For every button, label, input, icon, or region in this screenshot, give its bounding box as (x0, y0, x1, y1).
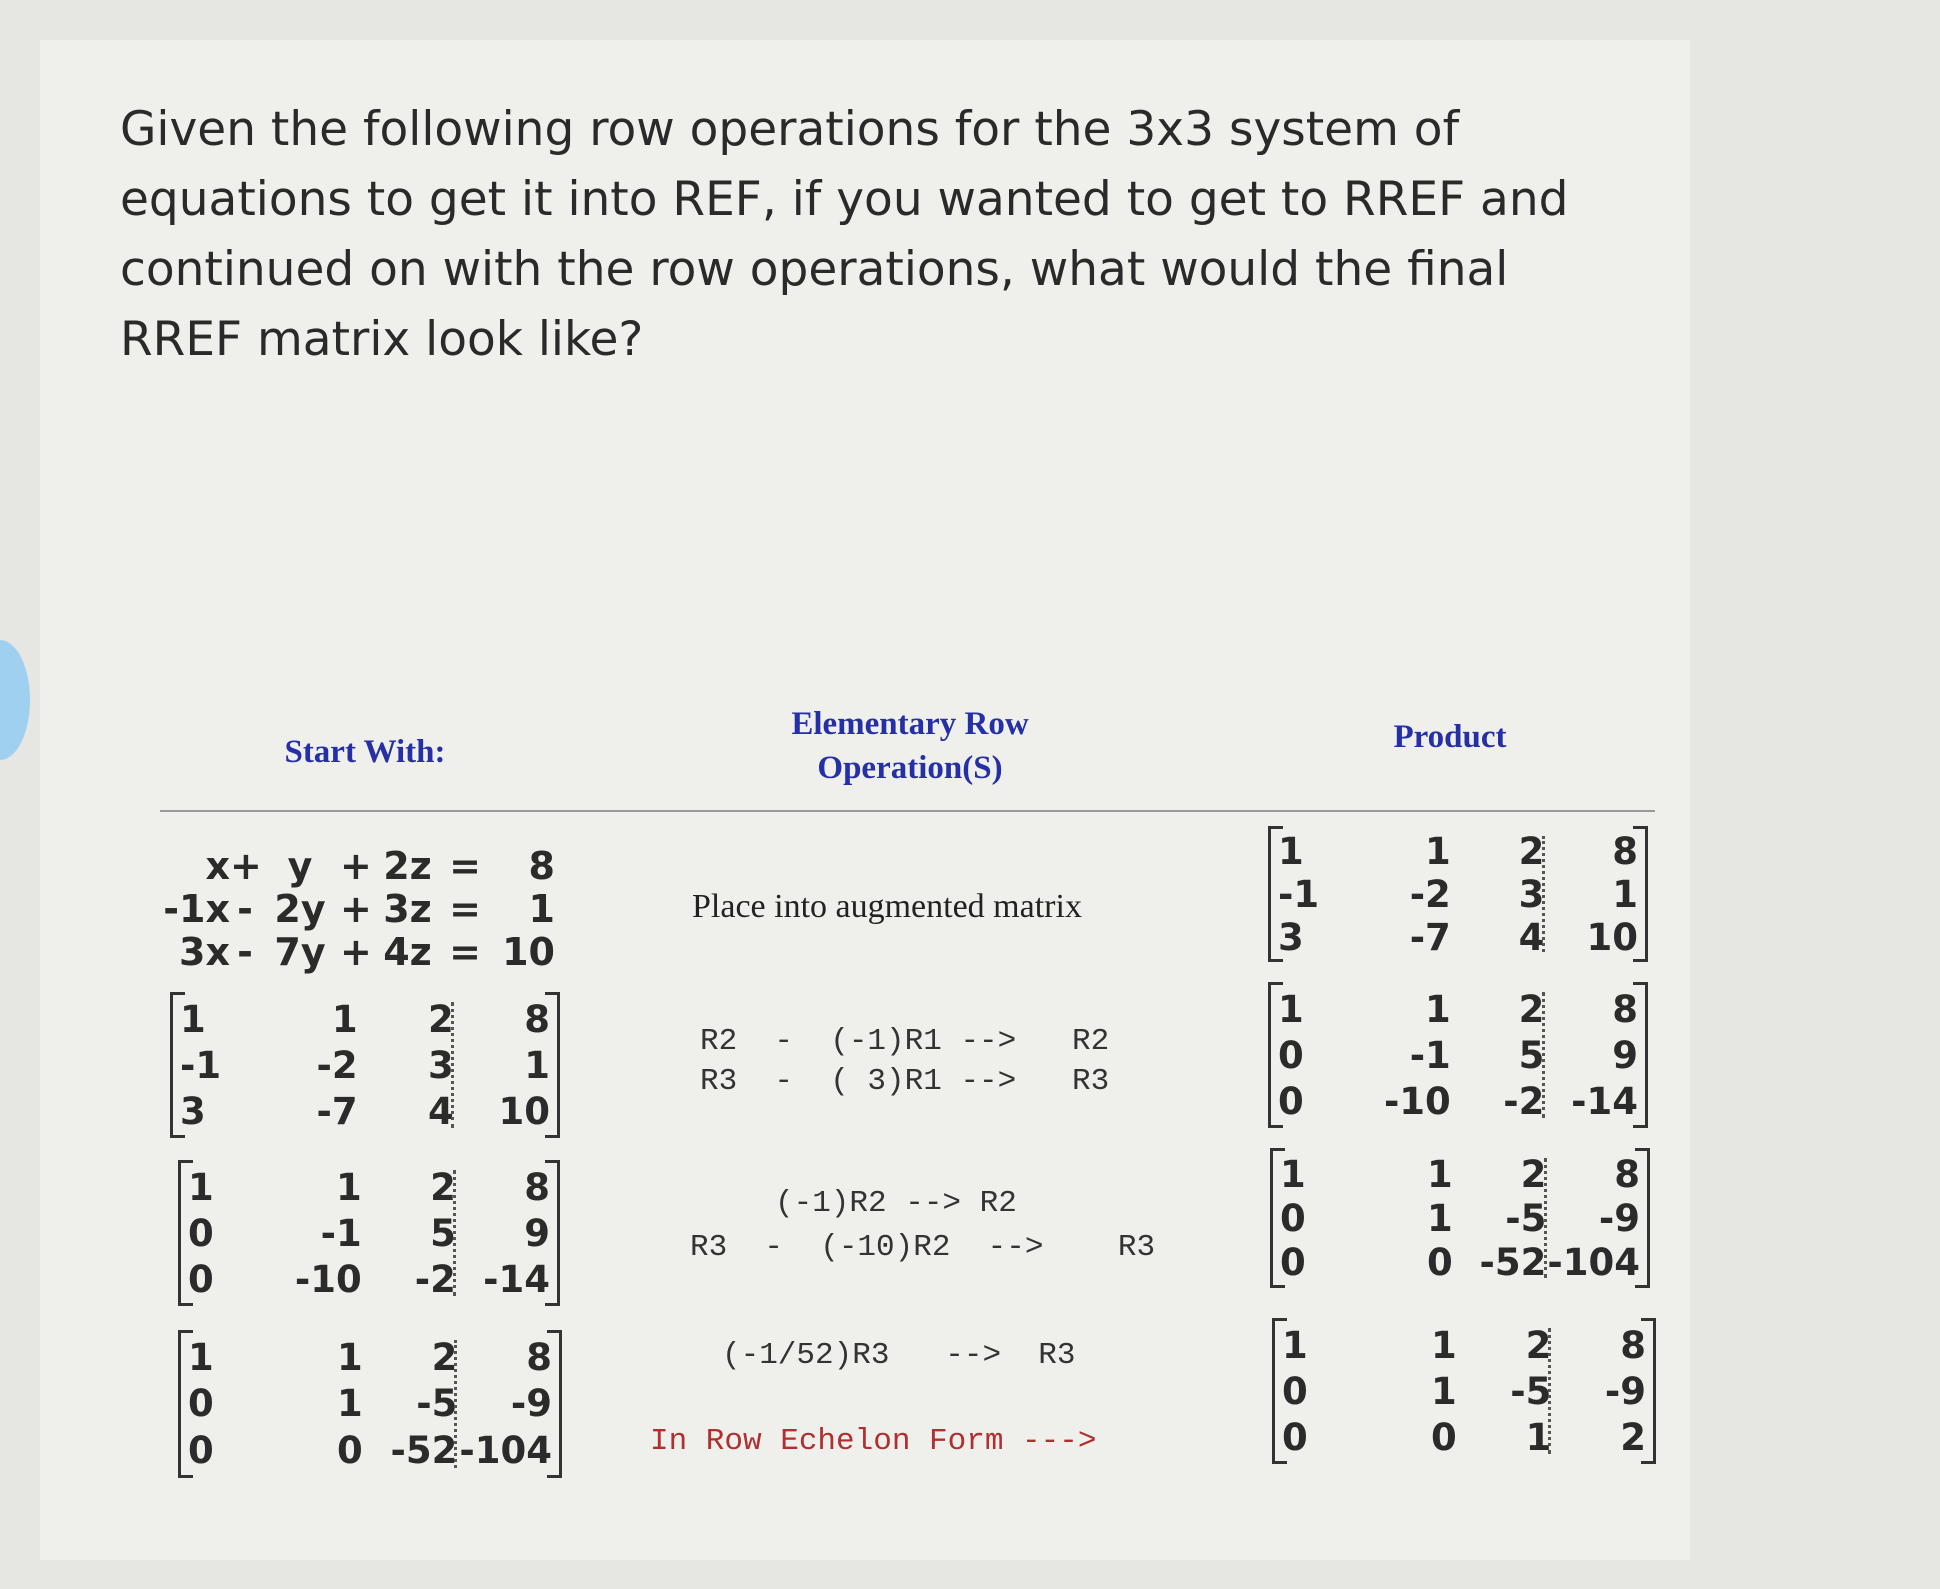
matrix-bracket-right (1633, 826, 1648, 962)
eq-op: + (340, 844, 372, 888)
eq-term: -1x (163, 887, 230, 931)
matrix-cell: -5 (416, 1382, 458, 1426)
eq-term: 7y (274, 930, 326, 974)
eq-term: y (287, 844, 313, 888)
matrix-cell: 2 (1520, 1152, 1547, 1196)
matrix-cell: -5 (1505, 1196, 1547, 1240)
matrix-cell: -14 (1571, 1079, 1638, 1123)
eq-term: x (205, 844, 230, 888)
matrix-cell: -2 (414, 1257, 456, 1301)
matrix-start-step3 (178, 1160, 560, 1306)
eq-term: 2y (274, 887, 326, 931)
matrix-cell: 0 (188, 1257, 214, 1301)
matrix-cell: 0 (336, 1429, 363, 1473)
augment-separator (454, 1340, 457, 1468)
op-step3-line1: (-1)R2 --> R2 (775, 1186, 1017, 1221)
matrix-cell: 0 (1278, 1079, 1304, 1123)
matrix-cell: 1 (1612, 873, 1638, 916)
matrix-bracket-right (1633, 982, 1648, 1128)
header-divider (160, 810, 1655, 812)
matrix-cell: -52 (390, 1429, 458, 1473)
matrix-cell: -5 (1510, 1369, 1552, 1413)
matrix-cell: 1 (188, 1335, 214, 1379)
op-step3-line2: R3 - (-10)R2 --> R3 (690, 1230, 1156, 1265)
eq-op: + (340, 930, 372, 974)
augment-separator (1542, 992, 1545, 1118)
matrix-cell: 1 (1427, 1196, 1453, 1240)
matrix-cell: 8 (526, 1335, 552, 1379)
matrix-cell: -10 (1383, 1079, 1451, 1123)
matrix-cell: 1 (1425, 830, 1451, 873)
matrix-product-step1 (1268, 826, 1648, 962)
augment-separator (1548, 1328, 1551, 1454)
matrix-cell: -104 (459, 1429, 552, 1473)
matrix-cell: 1 (188, 1165, 214, 1209)
matrix-grid (188, 1334, 552, 1474)
matrix-grid (1280, 1152, 1640, 1284)
matrix-cell: 1 (331, 997, 358, 1041)
matrix-cell: 9 (1612, 1033, 1638, 1077)
matrix-cell: 1 (180, 997, 206, 1041)
matrix-cell: -1 (180, 1043, 222, 1087)
eq-term: 3x (179, 930, 230, 974)
equation-row (160, 931, 555, 974)
matrix-cell: -52 (1479, 1240, 1547, 1284)
augment-separator (453, 1170, 456, 1296)
matrix-product-step4 (1272, 1318, 1656, 1464)
matrix-cell: 1 (336, 1165, 362, 1209)
matrix-cell: 1 (1282, 1323, 1308, 1367)
eq-op: - (237, 930, 253, 974)
matrix-cell: 3 (1278, 916, 1304, 959)
matrix-cell: -10 (294, 1257, 362, 1301)
matrix-cell: 0 (1427, 1240, 1453, 1284)
question-text: Given the following row operations for the 3x3 system of equations to get it into REF, if you wanted to get to RREF and continued on with the row operations, what would the final RREF matrix look like? (120, 102, 1569, 367)
matrix-cell: 10 (498, 1089, 550, 1133)
matrix-cell: -104 (1547, 1240, 1640, 1284)
op-place-augmented: Place into augmented matrix (692, 888, 1082, 925)
edge-highlight (0, 640, 30, 760)
matrix-cell: 1 (336, 1382, 363, 1426)
eq-op: + (230, 844, 262, 888)
matrix-cell: 8 (1620, 1323, 1646, 1367)
matrix-cell: 10 (1586, 916, 1638, 959)
matrix-cell: 0 (1282, 1415, 1308, 1459)
matrix-cell: 1 (1425, 987, 1451, 1031)
header-operations-line1: Elementary Row (791, 706, 1029, 742)
header-product: Product (1393, 719, 1507, 755)
matrix-grid (1282, 1322, 1646, 1460)
matrix-cell: 0 (1430, 1415, 1457, 1459)
header-start: Start With: (284, 734, 446, 770)
matrix-grid (180, 996, 550, 1134)
matrix-cell: 1 (336, 1335, 363, 1379)
matrix-cell: -2 (316, 1043, 358, 1087)
matrix-cell: 8 (1612, 830, 1638, 873)
matrix-cell: 3 (180, 1089, 206, 1133)
header-operations-line2: Operation(S) (817, 750, 1003, 786)
matrix-cell: -14 (483, 1257, 550, 1301)
matrix-cell: 5 (430, 1211, 456, 1255)
matrix-cell: -2 (1503, 1079, 1545, 1123)
matrix-cell: 9 (524, 1211, 550, 1255)
matrix-cell: 8 (524, 1165, 550, 1209)
matrix-cell: -9 (1604, 1369, 1646, 1413)
matrix-cell: -1 (320, 1211, 362, 1255)
matrix-cell: 1 (1430, 1323, 1457, 1367)
header-operations (740, 702, 1080, 790)
matrix-cell: -7 (1409, 916, 1451, 959)
matrix-cell: -2 (1409, 873, 1451, 916)
matrix-cell: -9 (1598, 1196, 1640, 1240)
matrix-cell: -7 (316, 1089, 358, 1133)
matrix-cell: 8 (1612, 987, 1638, 1031)
matrix-cell: 0 (188, 1382, 214, 1426)
matrix-cell: 2 (1620, 1415, 1646, 1459)
matrix-cell: 3 (428, 1043, 454, 1087)
matrix-grid (188, 1164, 550, 1302)
matrix-bracket-right (1641, 1318, 1656, 1464)
matrix-cell: 1 (1278, 987, 1304, 1031)
matrix-cell: 0 (188, 1211, 214, 1255)
matrix-cell: 1 (1525, 1415, 1552, 1459)
matrix-cell: 0 (1280, 1196, 1306, 1240)
matrix-cell: -1 (1409, 1033, 1451, 1077)
equation-row (160, 845, 555, 888)
augment-separator (1542, 836, 1545, 952)
matrix-cell: 0 (1280, 1240, 1306, 1284)
op-step2-line2: R3 - ( 3)R1 --> R3 (700, 1064, 1110, 1099)
eq-rhs: 10 (502, 930, 555, 974)
equation-row (160, 888, 555, 931)
matrix-bracket-right (545, 1160, 560, 1306)
matrix-bracket-right (1635, 1148, 1650, 1288)
matrix-grid (1278, 986, 1638, 1124)
matrix-cell: -1 (1278, 873, 1320, 916)
matrix-cell: 0 (1282, 1369, 1308, 1413)
matrix-start-step2 (170, 992, 560, 1138)
matrix-cell: 0 (188, 1429, 214, 1473)
matrix-cell: 2 (1525, 1323, 1552, 1367)
matrix-cell: 4 (428, 1089, 454, 1133)
matrix-grid (1278, 830, 1638, 958)
matrix-cell: 2 (428, 997, 454, 1041)
eq-equals: = (449, 887, 481, 931)
matrix-cell: 8 (524, 997, 550, 1041)
augment-separator (451, 1002, 454, 1128)
augment-separator (1544, 1158, 1547, 1278)
eq-op: - (237, 887, 253, 931)
eq-op: + (340, 887, 372, 931)
matrix-bracket-right (545, 992, 560, 1138)
eq-equals: = (449, 930, 481, 974)
matrix-bracket-right (547, 1330, 562, 1478)
matrix-cell: 2 (431, 1335, 458, 1379)
matrix-start-step4 (178, 1330, 562, 1478)
matrix-cell: 8 (1614, 1152, 1640, 1196)
matrix-cell: 1 (524, 1043, 550, 1087)
system-of-equations (160, 845, 555, 974)
row-echelon-label: In Row Echelon Form ---> (650, 1424, 1097, 1459)
eq-term: 3z (383, 887, 432, 931)
matrix-cell: 2 (1518, 830, 1545, 873)
eq-term: 4z (383, 930, 432, 974)
matrix-product-step3 (1270, 1148, 1650, 1288)
matrix-cell: 1 (1430, 1369, 1457, 1413)
eq-rhs: 8 (528, 844, 555, 888)
op-step4-line1: (-1/52)R3 --> R3 (722, 1338, 1076, 1373)
eq-term: 2z (383, 844, 432, 888)
matrix-cell: -9 (510, 1382, 552, 1426)
op-step2-line1: R2 - (-1)R1 --> R2 (700, 1024, 1110, 1059)
matrix-cell: 2 (1518, 987, 1545, 1031)
matrix-cell: 1 (1427, 1152, 1453, 1196)
matrix-cell: 4 (1518, 916, 1545, 959)
matrix-cell: 2 (430, 1165, 456, 1209)
matrix-product-step2 (1268, 982, 1648, 1128)
matrix-cell: 3 (1518, 873, 1545, 916)
eq-rhs: 1 (528, 887, 555, 931)
matrix-cell: 5 (1518, 1033, 1545, 1077)
eq-equals: = (449, 844, 481, 888)
matrix-cell: 1 (1278, 830, 1304, 873)
matrix-cell: 1 (1280, 1152, 1306, 1196)
matrix-cell: 0 (1278, 1033, 1304, 1077)
